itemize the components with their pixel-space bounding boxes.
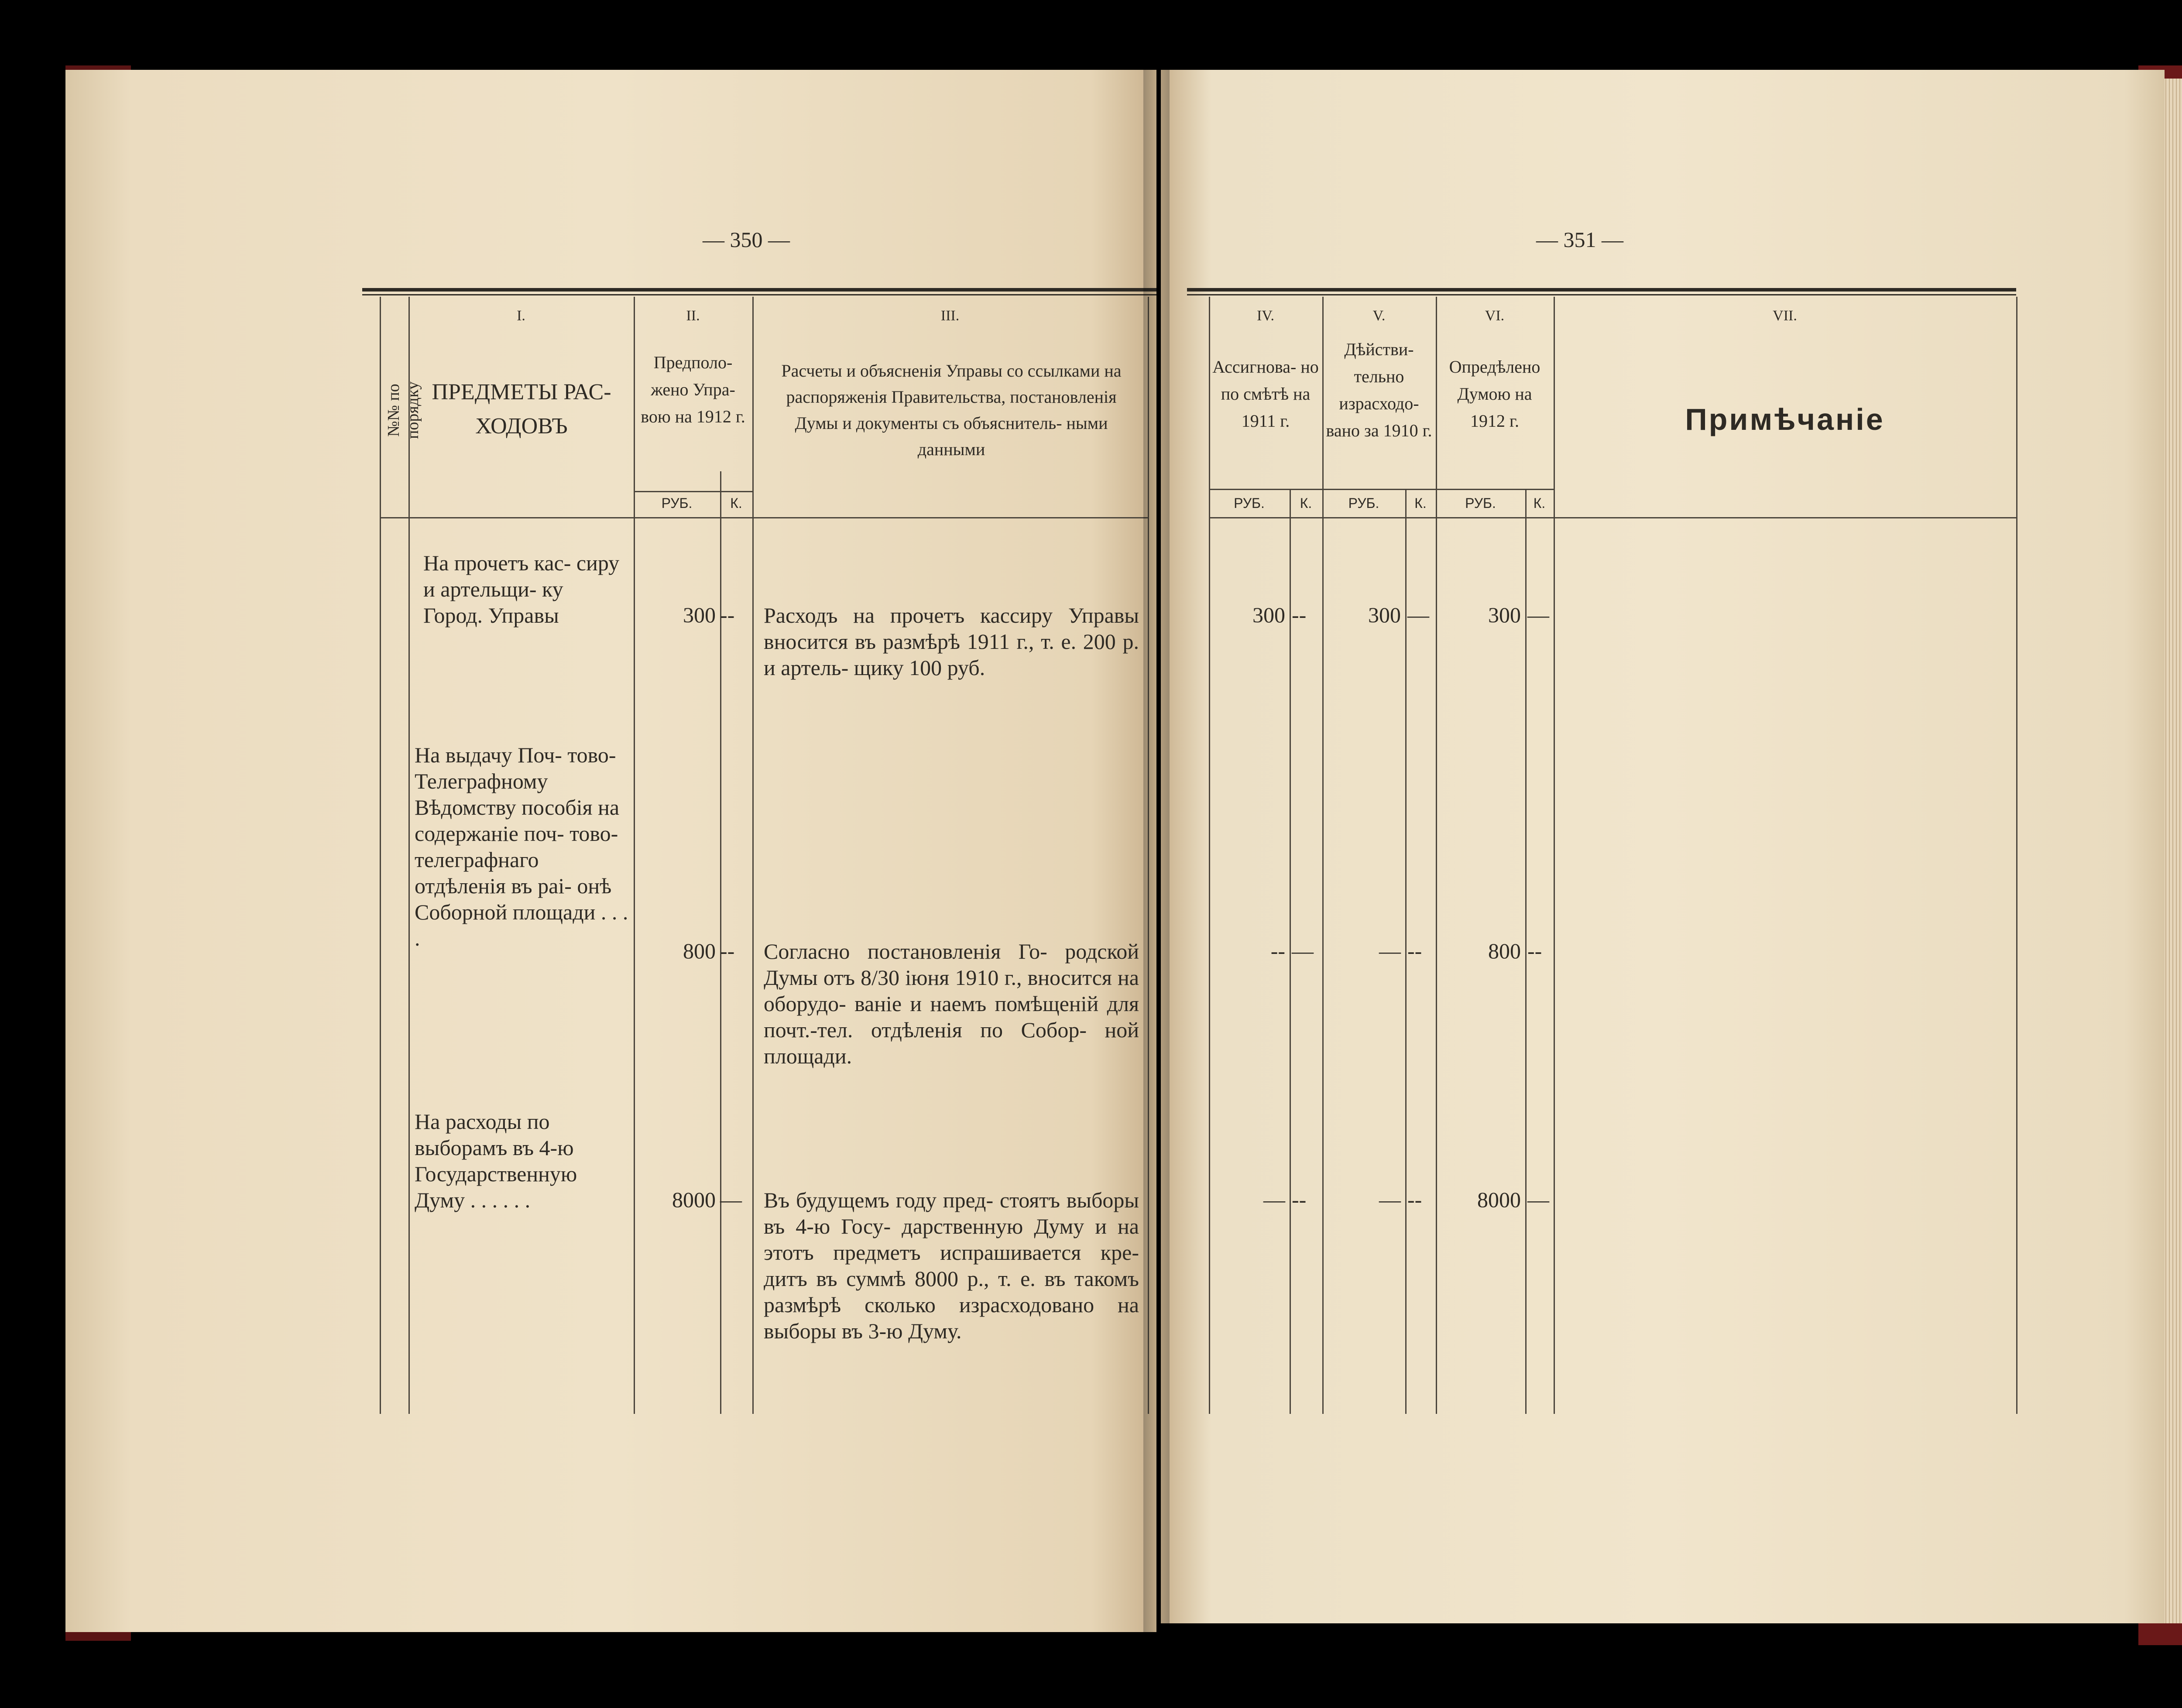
col1-roman: I. xyxy=(517,308,525,324)
row1-col4: 300 xyxy=(1252,603,1285,627)
unit-rub-col2: РУБ. xyxy=(661,495,693,511)
col-no-header xyxy=(384,358,422,463)
unit-kop-col5: К. xyxy=(1414,495,1427,511)
row1-col4-kop: -- xyxy=(1292,603,1307,627)
row2-col6-kop: -- xyxy=(1527,939,1542,963)
unit-kop-col6: К. xyxy=(1533,495,1546,511)
row2-col6: 800 xyxy=(1488,939,1521,963)
col-line xyxy=(1322,297,1324,1414)
row2-col5-kop: -- xyxy=(1407,939,1422,963)
col-line xyxy=(1525,489,1527,1414)
row1-kop: -- xyxy=(720,603,735,627)
col-line xyxy=(380,297,381,1414)
col4-header: Ассигнова- но по смѣтѣ на 1911 г. xyxy=(1212,357,1319,431)
row3-col6-kop: — xyxy=(1527,1187,1549,1212)
col-line xyxy=(408,297,410,1414)
row3-explanation: Въ будущемъ году пред- стоятъ выборы въ 4-ю Госу- дарственную Думу и на этотъ предметъ испрашивается кре- дитъ въ суммѣ 8000 р., т. е. въ такомъ размѣрѣ сколько израсходовано на выборы въ 3-ю Думу. xyxy=(764,1188,1139,1343)
row1-col6: 300 xyxy=(1488,603,1521,627)
row3-col5: — xyxy=(1379,1187,1401,1212)
col6-roman: VI. xyxy=(1485,308,1505,324)
row1-col6-kop: — xyxy=(1527,603,1549,627)
top-thin-rule-right xyxy=(1187,294,2016,295)
page-number-right: — 351 — xyxy=(1536,227,1623,252)
col3-roman: III. xyxy=(940,308,960,324)
header-underline xyxy=(634,491,752,492)
gutter-shadow xyxy=(1143,70,1170,1632)
col-line xyxy=(1290,489,1291,1414)
row3-col5-kop: -- xyxy=(1407,1187,1422,1212)
col4-roman: IV. xyxy=(1257,308,1274,324)
row3-col6: 8000 xyxy=(1477,1187,1521,1212)
unit-rub-col5: РУБ. xyxy=(1348,495,1379,511)
col5-header: Дѣйстви- тельно израсходо- вано за 1910 г. xyxy=(1326,340,1432,440)
unit-kop-col2: К. xyxy=(730,495,742,511)
row1-col5-kop: — xyxy=(1407,603,1429,627)
col-line xyxy=(1405,489,1407,1414)
row2-amount: 800 xyxy=(683,939,716,963)
right-page xyxy=(1161,70,2165,1623)
row2-col4: -- xyxy=(1270,939,1285,963)
col2-header: Предполо- жено Упра- вою на 1912 г. xyxy=(641,353,745,426)
row1-item: На прочетъ кас- сиру и артельщи- ку Город. Управы xyxy=(423,551,620,628)
row3-col4-kop: -- xyxy=(1292,1187,1307,1212)
col-line xyxy=(1209,297,1210,1414)
col3-header: Расчеты и объясненія Управы со ссылками на распоряженія Правительства, постановленія Думы и документы съ объяснитель- ными данными xyxy=(781,361,1122,459)
row1-col5: 300 xyxy=(1368,603,1401,627)
row3-amount: 8000 xyxy=(672,1187,716,1212)
row2-kop: -- xyxy=(720,939,735,963)
row1-explanation: Расходъ на прочетъ кассиру Управы вносится въ размѣрѣ 1911 г., т. е. 200 р. и артель- щику 100 руб. xyxy=(764,603,1139,680)
col-line xyxy=(752,297,754,1414)
col-line xyxy=(634,297,635,1414)
col1-header: ПРЕДМЕТЫ РАС- ХОДОВЪ xyxy=(432,380,611,439)
left-page xyxy=(65,70,1156,1632)
header-underline xyxy=(1209,489,1554,490)
unit-rub-col6: РУБ. xyxy=(1465,495,1496,511)
col-line xyxy=(1554,297,1555,1414)
col-line xyxy=(2016,297,2017,1414)
top-thin-rule-left xyxy=(362,294,1156,295)
top-double-rule-left xyxy=(362,288,1156,292)
page-number-left: — 350 — xyxy=(703,227,790,252)
header-bottom-line xyxy=(380,517,1148,518)
col2-roman: II. xyxy=(686,308,700,324)
row2-item: На выдачу Поч- тово-Телеграфному Вѣдомству пособія на содержаніе поч- тово-телеграфнаго отдѣленія въ раі- онѣ Соборной площади . . . . xyxy=(415,743,628,950)
col-line xyxy=(1436,297,1437,1414)
col-no-header-text: №№ по порядку xyxy=(384,381,422,439)
unit-kop-col4: К. xyxy=(1300,495,1312,511)
row3-col4: — xyxy=(1263,1187,1285,1212)
col7-header: Примѣчаніе xyxy=(1685,402,1885,436)
top-double-rule-right xyxy=(1187,288,2016,292)
col7-roman: VII. xyxy=(1773,308,1797,324)
row1-amount: 300 xyxy=(683,603,716,627)
row3-kop: — xyxy=(720,1187,742,1212)
col6-header: Опредѣлено Думою на 1912 г. xyxy=(1449,357,1540,431)
row3-item: На расходы по выборамъ въ 4-ю Государственную Думу . . . . . . xyxy=(415,1109,577,1212)
row2-explanation: Согласно постановленія Го- родской Думы отъ 8/30 іюня 1910 г., вносится на оборудо- ваніе и наемъ помѣщеній для почт.-тел. отдѣленія по Собор- ной площади. xyxy=(764,939,1139,1068)
col5-roman: V. xyxy=(1372,308,1386,324)
row2-col5: — xyxy=(1379,939,1401,963)
unit-rub-col4: РУБ. xyxy=(1234,495,1265,511)
row2-col4-kop: — xyxy=(1292,939,1314,963)
header-bottom-line xyxy=(1209,517,2016,518)
